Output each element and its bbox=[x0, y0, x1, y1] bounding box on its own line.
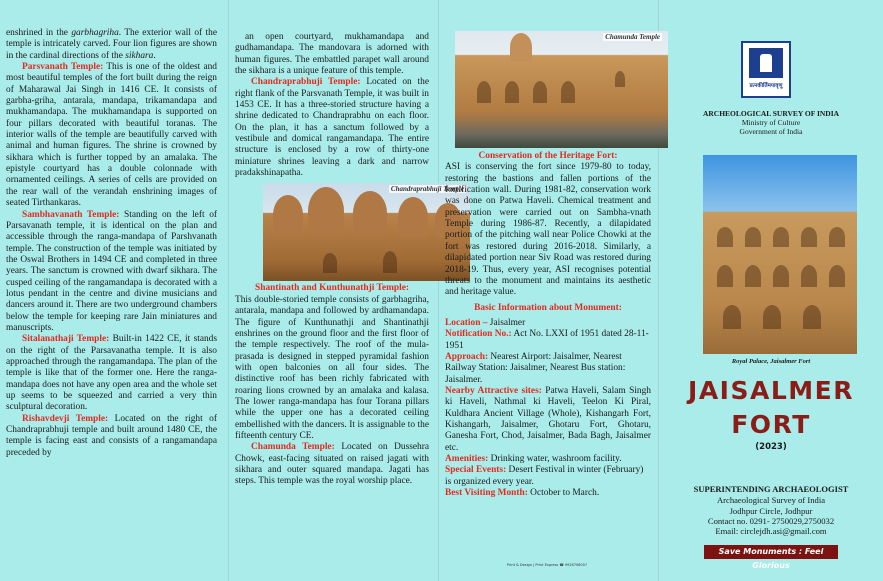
contact-phone: Contact no. 0291- 2750029,2750032 bbox=[707, 515, 835, 526]
approach-item: Approach: Nearest Airport: Jaisalmer, Nearest Railway Station: Jaisalmer, Nearest Bus station: Jaisalmer. bbox=[445, 351, 626, 385]
panel-cover bbox=[659, 0, 883, 581]
panel-middle-left bbox=[229, 0, 464, 581]
office-name: Archaeological Survey of India bbox=[716, 495, 826, 506]
contact-block bbox=[659, 484, 883, 536]
chamunda-section: Chamunda Temple: Located on Dussehra Chowk, east-facing situated on raised jagati with sikhara and outer squared mandapa. Jagati has steps. This temple was the royal worship place. bbox=[235, 442, 429, 487]
brochure-title-line2: FORT bbox=[731, 410, 811, 439]
contact-email: Email: circlejdh.asi@gmail.com bbox=[715, 526, 827, 537]
photo-caption: Chandraprabhuji Temple bbox=[390, 185, 464, 194]
royal-palace-photo bbox=[703, 155, 857, 354]
chandraprabhuji-section: Chandraprabhuji Temple: Located on the right flank of the Parsvanath Temple, it was built in 1453 CE. It has a three-storied structure having a shrine dedicated to Chandraprabhu on each floor. On the plan, it has a sanctum followed by a vestibule and domical rangamandapa. The entire structure is enclosed by a row of thirty-one miniature shrines leaving a dark and narrow pradakshinapatha. bbox=[235, 77, 429, 179]
brochure-title: JAISALMER bbox=[688, 376, 854, 405]
amenities-item: Amenities: Drinking water, washroom facility. bbox=[445, 454, 622, 465]
brochure-year: (2023) bbox=[755, 442, 787, 452]
best-month-item: Best Visiting Month: October to March. bbox=[445, 488, 600, 499]
shantinath-heading: Shantinath and Kunthunathji Temple: bbox=[255, 283, 409, 294]
asi-logo bbox=[741, 41, 791, 98]
asi-title: ARCHEOLOGICAL SURVEY OF INDIA bbox=[702, 109, 840, 118]
nearby-item: Nearby Attractive sites: Patwa Haveli, Salam Singh ki Haveli, Nathmal ki Haveli, Teelon Ki Piral, Kuldhara Ancient Village (Whole), Kishangarh Fort, Kishangarh, Jaisalmer, Ghotaru Fort, Ghotaru, Ganesha Fort, Chod, Jaisalmer, Bada Bagh, Jaisalmer etc. bbox=[445, 386, 651, 453]
parsvanath-section: Parsvanath Temple: This is one of the oldest and most beautiful temples of the fort built during the reign of Maharawal Jai Singh in 1416 CE. It consists of garbha-griha, antarala, mandapa, trikamandapa and mukhamandapa. The mukhamandapa is supported on four pillars decorated with beautiful toranas. The interior walls of the temple are beautifully carved with animal and human figures. The shrine is crowned by sikhara which is further topped by an amalaka. The epistyle courtyard has a double colonnade with ornamented ceilings. A series of cells are provided on the rear wall of the verandah enshrining images of seated Tirthankaras. bbox=[6, 62, 217, 209]
rishavdevji-continued: an open courtyard, mukhamandapa and gudhamandapa. The mandovara is adorned with human figures. The embattled parapet wall around the sikhara is a unique feature of this temple. bbox=[235, 32, 429, 77]
location-item: Location – Jaisalmer bbox=[445, 317, 526, 328]
superintending-title: SUPERINTENDING ARCHAEOLOGIST bbox=[693, 484, 849, 494]
printer-credit: Print & Design | Print Express ☎ 9928706007 bbox=[506, 563, 588, 567]
logo-motto: प्रत्नकीर्तिमपावृणु bbox=[749, 83, 783, 89]
palace-caption: Royal Palace, Jaisalmer Fort bbox=[731, 358, 811, 365]
basic-info-heading: Basic Information about Monument: bbox=[474, 302, 622, 313]
office-address: Jodhpur Circle, Jodhpur bbox=[729, 505, 813, 516]
sambhavanath-section: Sambhavanath Temple: Standing on the left of Parsavanath temple, it is identical on the plan and accessible through the ranga-mandapa of Parshvanath temple. The construction of the temple was initiated by the Oswal Brothers in 1494 CE and completed in three years. The sanctum is crowned with dwarf sikhara. The cusped ceiling of the rangamandapa is decorated with a lotus pendant in the centre and divine musicians and dancers around it. There are two underground chambers below the temple for keeping rare Jain miniatures and manuscripts. bbox=[6, 209, 218, 333]
conservation-heading: Conservation of the Heritage Fort: bbox=[478, 151, 618, 161]
panel-left bbox=[0, 0, 227, 581]
tagline-badge: Save Monuments : Feel Glorious bbox=[704, 545, 838, 559]
panel-middle-right bbox=[439, 0, 660, 581]
conservation-text: ASI is conserving the fort since 1979-80 to today, restoring the bastions and fallen portions of the fortification wall. During 1981-82, conservation work was done on Patwa Haveli. Chemical treatment and preservation were carried out on Sambha-vnath Temple during 1986-87. Recently, a dilapidated portion of the pitching wall near Police Chowki at the fort was restored during 2016-2018. Similarly, a dilapidated portion near Siv Road was restored during 2018-19. Thus, every year, ASI recognises potential threats to the monument and maintains its aesthetic and heritage value. bbox=[445, 162, 651, 298]
emblem-icon bbox=[749, 48, 783, 78]
intro-paragraph: enshrined in the garbhagriha. The exterior wall of the temple is intricately carved. Four lion figures are shown in the cardinal directions of the sikhara. bbox=[6, 28, 217, 61]
government-name: Government of India bbox=[739, 127, 803, 136]
chamunda-photo bbox=[455, 31, 668, 148]
shantinath-section: This double-storied temple consists of garbhagriha, antarala, mandapa and followed by ardhamandapa. The figure of Kunthunathji and Shantinathji enshrines on the ground floor and the first floor of the temple respectively. The roof of the mula-prasada is designed in stepped pyramidal fashion with open balconies on all four sides. The distinctive roof has been richly fabricated with roaring lions crowned by an amalaka and kalasa. The lower ranga-mandapa has four Torana pillars while the upper one has a decorated ceiling embellished with the dancers. It is assignable to the fifteenth century CE. bbox=[235, 294, 429, 441]
events-item: Special Events: Desert Festival in winter (February) is organized every year. bbox=[445, 465, 644, 487]
notification-item: Notification No.: Act No. LXXI of 1951 dated 28-11-1951 bbox=[445, 329, 649, 351]
sitalanathaji-section: Sitalanathaji Temple: Built-in 1422 CE, it stands on the right of the Parsavanatha temple. It is also approached through the rangamandapa. The plan of the temple is like that of the former one. Here the ranga-mandapa does not have any open area and the whole set up seems to be squeezed and carried a very thin sculptural decoration. bbox=[6, 334, 218, 413]
ministry-name: Ministry of Culture bbox=[741, 118, 801, 127]
photo-caption: Chamunda Temple bbox=[605, 33, 660, 41]
rishavdevji-section: Rishavdevji Temple: Located on the right of Chandraprabhuji temple and built around 1480 CE, the temple is facing east and consists of a rangamandapa preceded by bbox=[6, 413, 217, 458]
